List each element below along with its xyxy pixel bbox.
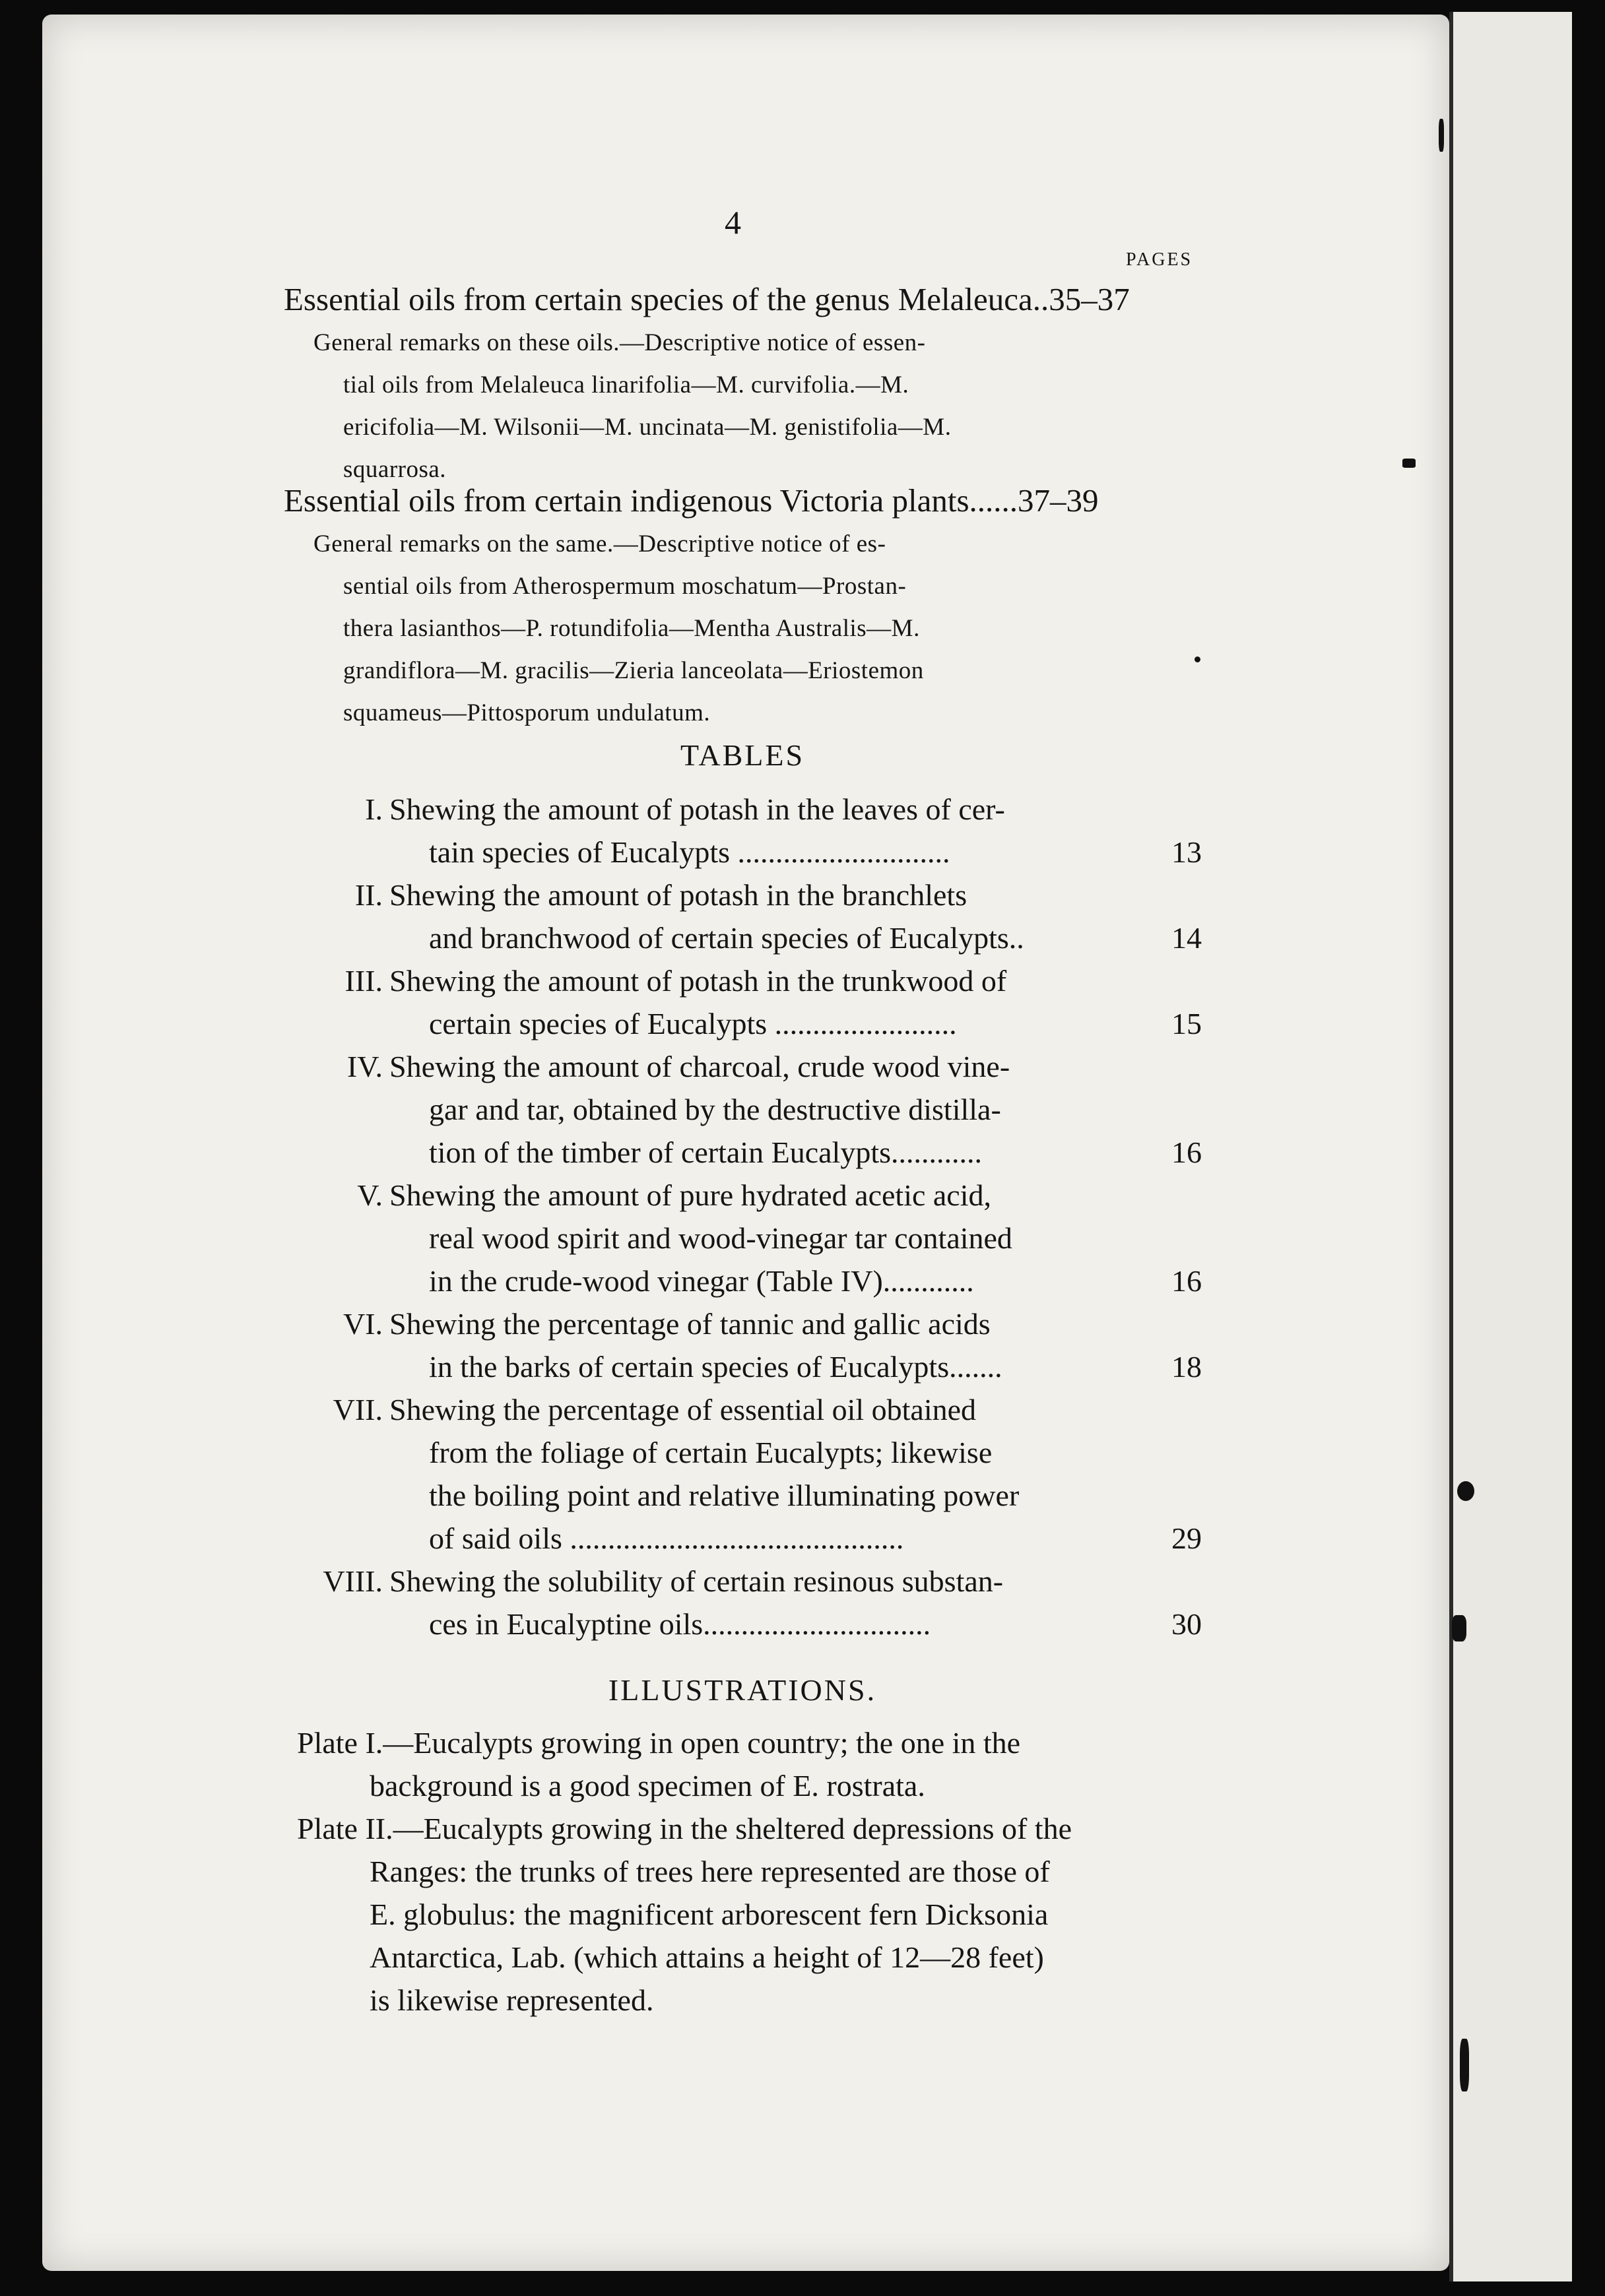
description-line: ericifolia—M. Wilsonii—M. uncinata—M. genistifolia—M. — [343, 414, 952, 441]
table-line: ces in Eucalyptine oils.............................. — [429, 1607, 931, 1641]
table-page: 30 — [1171, 1607, 1202, 1641]
entry-description-melaleuca — [313, 322, 1135, 491]
description-line: squarrosa. — [343, 456, 447, 483]
table-line: Shewing the amount of potash in the leaves of cer- — [389, 792, 1005, 826]
table-number: III. — [344, 964, 383, 998]
description-line: General remarks on the same.—Descriptive notice of es- — [313, 530, 886, 558]
entry-description-victoria-plants — [313, 523, 1135, 734]
table-page: 16 — [1171, 1135, 1202, 1169]
table-line: Shewing the amount of potash in the trunkwood of — [389, 964, 1007, 998]
description-line: General remarks on these oils.—Descriptive notice of essen- — [313, 329, 926, 356]
scan-speck — [1439, 119, 1444, 152]
scan-speck — [1460, 2039, 1469, 2091]
table-line: Shewing the amount of potash in the branchlets — [389, 878, 967, 912]
table-line: the boiling point and relative illuminating power — [429, 1479, 1020, 1512]
table-line: and branchwood of certain species of Eucalypts.. — [429, 921, 1024, 955]
description-line: tial oils from Melaleuca linarifolia—M. curvifolia.—M. — [343, 371, 909, 399]
table-line: Shewing the percentage of essential oil obtained — [389, 1393, 977, 1426]
table-number: IV. — [346, 1050, 383, 1083]
table-line: from the foliage of certain Eucalypts; likewise — [429, 1436, 993, 1469]
table-number: VIII. — [323, 1564, 383, 1598]
table-line: Shewing the solubility of certain resinous substan- — [389, 1564, 1004, 1598]
table-number: VI. — [343, 1307, 383, 1341]
tables-heading: TABLES — [680, 738, 805, 772]
plate-line: Plate II.—Eucalypts growing in the sheltered depressions of the — [297, 1812, 1072, 1845]
description-line: sential oils from Atherospermum moschatum—Prostan- — [343, 573, 907, 600]
table-line: real wood spirit and wood-vinegar tar contained — [429, 1221, 1012, 1255]
table-line: gar and tar, obtained by the destructive distilla- — [429, 1093, 1001, 1126]
table-line: Shewing the percentage of tannic and gallic acids — [389, 1307, 991, 1341]
scan-speck — [1452, 1615, 1466, 1642]
table-number: I. — [365, 792, 383, 826]
plate-line: E. globulus: the magnificent arborescent fern Dicksonia — [370, 1897, 1049, 1931]
table-page: 29 — [1171, 1521, 1202, 1555]
entry-title-melaleuca: Essential oils from certain species of the genus Melaleuca..35–37 — [284, 281, 1130, 317]
table-line: in the crude-wood vinegar (Table IV)............ — [429, 1264, 974, 1298]
plate-line: Ranges: the trunks of trees here represented are those of — [370, 1855, 1050, 1888]
plate-line: Antarctica, Lab. (which attains a height of 12—28 feet) — [370, 1940, 1044, 1974]
table-line: tain species of Eucalypts ............................ — [429, 835, 950, 869]
plate-line: is likewise represented. — [370, 1983, 654, 2017]
scan-speck — [1457, 1481, 1474, 1501]
table-page: 15 — [1171, 1007, 1202, 1040]
table-number: V. — [357, 1178, 383, 1212]
table-line: certain species of Eucalypts ........................ — [429, 1007, 957, 1040]
table-page: 14 — [1171, 921, 1202, 955]
table-line: tion of the timber of certain Eucalypts............ — [429, 1135, 982, 1169]
description-line: grandiflora—M. gracilis—Zieria lanceolata—Eriostemon — [343, 657, 924, 684]
table-line: of said oils ............................................ — [429, 1521, 904, 1555]
scan-speck — [1195, 656, 1200, 662]
table-page: 18 — [1171, 1350, 1202, 1384]
description-line: squameus—Pittosporum undulatum. — [343, 699, 711, 726]
page-number: 4 — [725, 204, 741, 241]
table-line: in the barks of certain species of Eucalypts....... — [429, 1350, 1002, 1384]
illustrations-heading: ILLUSTRATIONS. — [608, 1673, 877, 1707]
table-page: 13 — [1171, 835, 1202, 869]
scan-speck — [1402, 459, 1416, 468]
pages-column-label: PAGES — [1126, 249, 1193, 270]
table-number: VII. — [333, 1393, 383, 1426]
description-line: thera lasianthos—P. rotundifolia—Mentha Australis—M. — [343, 615, 920, 642]
table-number: II. — [354, 878, 383, 912]
table-line: Shewing the amount of charcoal, crude wood vine- — [389, 1050, 1010, 1083]
plate-line: background is a good specimen of E. rostrata. — [370, 1769, 925, 1802]
table-line: Shewing the amount of pure hydrated acetic acid, — [389, 1178, 992, 1212]
plate-line: Plate I.—Eucalypts growing in open country; the one in the — [297, 1726, 1021, 1760]
facing-page-edge — [1449, 12, 1572, 2281]
entry-title-victoria-plants: Essential oils from certain indigenous Victoria plants......37–39 — [284, 482, 1099, 519]
table-page: 16 — [1171, 1264, 1202, 1298]
